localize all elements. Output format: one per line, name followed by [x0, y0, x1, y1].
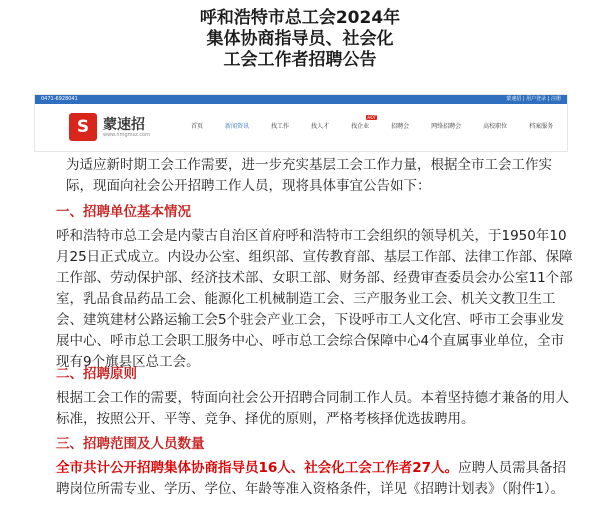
title-line-2: 集体协商指导员、社会化	[206, 29, 394, 49]
nav-item-1[interactable]: 首页	[191, 123, 204, 130]
site-brand-url: www.nmgmsz.com	[103, 132, 150, 138]
site-nav	[191, 115, 575, 133]
topbar-links[interactable]: 蒙速招 | 用户登录 | 注册	[506, 96, 561, 102]
nav-hot-badge: HOT	[367, 115, 377, 120]
section3-highlight: 全市共计公开招聘集体协商指导员16人、社会化工会工作者27人。	[56, 460, 459, 476]
section3-paragraph	[56, 458, 576, 500]
section1-heading: 一、招聘单位基本情况	[56, 204, 191, 220]
nav-item-9[interactable]: 档案服务	[529, 123, 554, 130]
nav-item-4[interactable]: 找人才	[311, 123, 330, 130]
site-logo-icon[interactable]: S	[69, 113, 97, 141]
nav-item-2[interactable]: 新闻资讯	[225, 123, 250, 130]
section3-text: 应聘人员需具备招聘岗位所需专业、学历、学位、年龄等准入资格条件，详见《招聘计划表》（附件1）。	[56, 460, 567, 497]
nav-item-5[interactable]: 找企业 HOT	[351, 115, 377, 130]
nav-item-7[interactable]: 网络招聘会	[431, 123, 462, 130]
title-line-3: 工会工作者招聘公告	[223, 50, 377, 70]
section3-heading: 三、招聘范围及人员数量	[56, 436, 205, 452]
nav-item-8[interactable]: 高校职位	[483, 123, 508, 130]
topbar-phone: 0471-6928041	[41, 96, 78, 102]
site-brand[interactable]: 蒙速招	[103, 117, 145, 133]
announcement-title	[0, 8, 600, 71]
section2-heading: 二、招聘原则	[56, 366, 137, 382]
section2-text: 根据工会工作的需要，特面向社会公开招聘合同制工作人员。本着坚持德才兼备的用人标准，按照公开、平等、竞争、择优的原则，严格考核择优选拔聘用。	[56, 390, 569, 427]
title-line-1: 呼和浩特市总工会2024年	[199, 8, 401, 28]
site-topbar	[35, 95, 567, 104]
nav-item-3[interactable]: 找工作	[271, 123, 290, 130]
embedded-site-banner	[34, 94, 568, 152]
nav-item-6[interactable]: 招聘会	[391, 123, 410, 130]
section1-text: 呼和浩特市总工会是内蒙古自治区首府呼和浩特市工会组织的领导机关，于1950年10月25日正式成立。内设办公室、组织部、宣传教育部、基层工作部、法律工作部、保障工作部、劳动保护部、经济技术部、女职工部、财务部、经费审查委员会办公室11个部室，乳品食品药品工会、能源化工机械制造工会、三产服务业工会、机关文教卫生工会、建筑建材公路运输工会5个驻会产业工会，下设呼市工人文化宫、呼市工会事业发展中心、呼市总工会职工服务中心、呼市总工会综合保障中心4个直属事业单位，全市现有9个旗县区总工会。	[56, 228, 573, 370]
article-intro: 为适应新时期工会工作需要，进一步充实基层工会工作力量，根据全市工会工作实际，现面向社会公开招聘工作人员，现将具体事宜公告如下：	[66, 157, 552, 194]
